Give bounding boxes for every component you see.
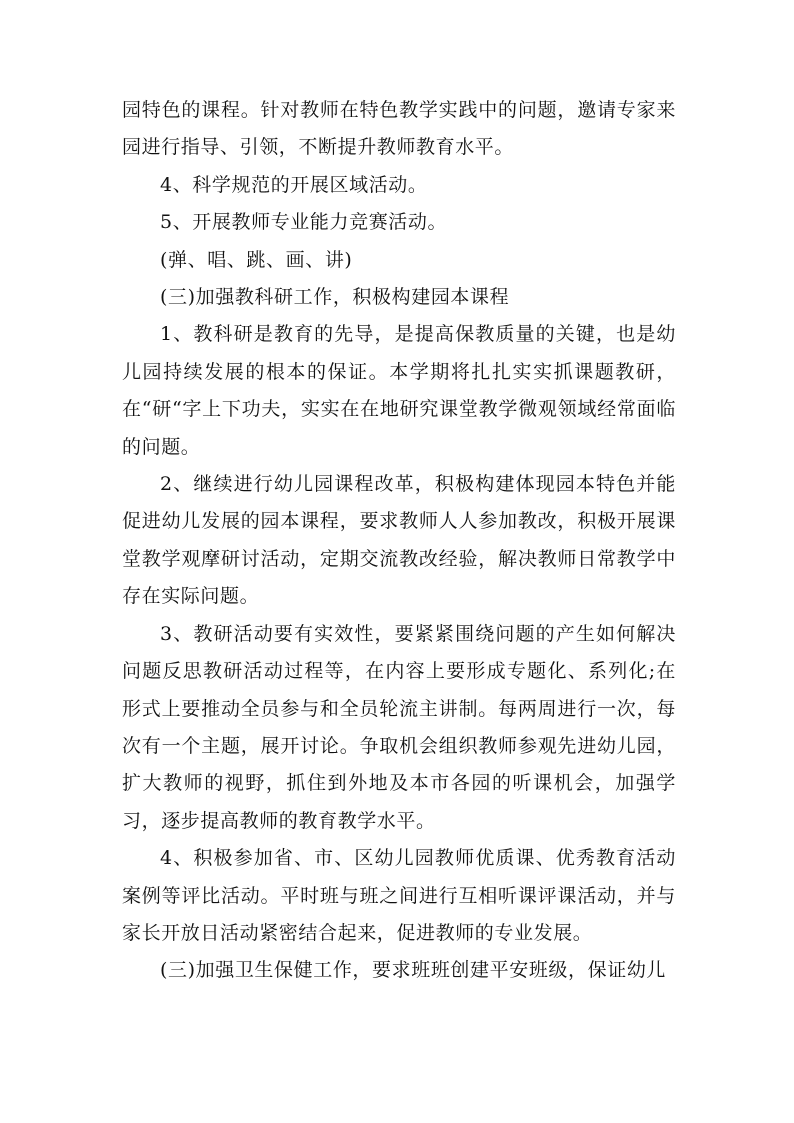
paragraph-research-item-3: 3、教研活动要有实效性，要紧紧围绕问题的产生如何解决问题反思教研活动过程等，在内容上要形成专题化、系列化;在形式上要推动全员参与和全员轮流主讲制。每两周进行一次，每次有一个主题，展开讨论。争取机会组织教师参观先进幼儿园，扩大教师的视野，抓住到外地及本市各园的听课机会，加强学习，逐步提高教师的教育教学水平。	[122, 622, 676, 832]
paragraph-research-item-1: 1、教科研是教育的先导，是提高保教质量的关键，也是幼儿园持续发展的根本的保证。本学期将扎扎实实抓课题教研，在“研“字上下功夫，实实在在地研究课堂教学微观领域经常面临的问题。	[122, 323, 676, 458]
paragraph-research-item-2: 2、继续进行幼儿园课程改革，积极构建体现园本特色并能促进幼儿发展的园本课程，要求教师人人参加教改，积极开展课堂教学观摩研讨活动，定期交流教改经验，解决教师日常教学中存在实际问题。	[122, 473, 676, 608]
paragraph-item-4-region-activities: 4、科学规范的开展区域活动。	[160, 173, 428, 196]
document-body	[122, 92, 676, 990]
section-heading-research: (三)加强教科研工作，积极构建园本课程	[160, 286, 510, 309]
paragraph-continuation: 园特色的课程。针对教师在特色教学实践中的问题，邀请专家来园进行指导、引领，不断提升教师教育水平。	[122, 99, 676, 159]
section-heading-health: (三)加强卫生保健工作，要求班班创建平安班级，保证幼儿	[160, 959, 667, 982]
paragraph-item-5-competition: 5、开展教师专业能力竞赛活动。	[160, 211, 448, 234]
paragraph-competition-skills: (弹、唱、跳、画、讲)	[160, 248, 353, 271]
paragraph-research-item-4: 4、积极参加省、市、区幼儿园教师优质课、优秀教育活动案例等评比活动。平时班与班之间进行互相听课评课活动，并与家长开放日活动紧密结合起来，促进教师的专业发展。	[122, 847, 676, 944]
